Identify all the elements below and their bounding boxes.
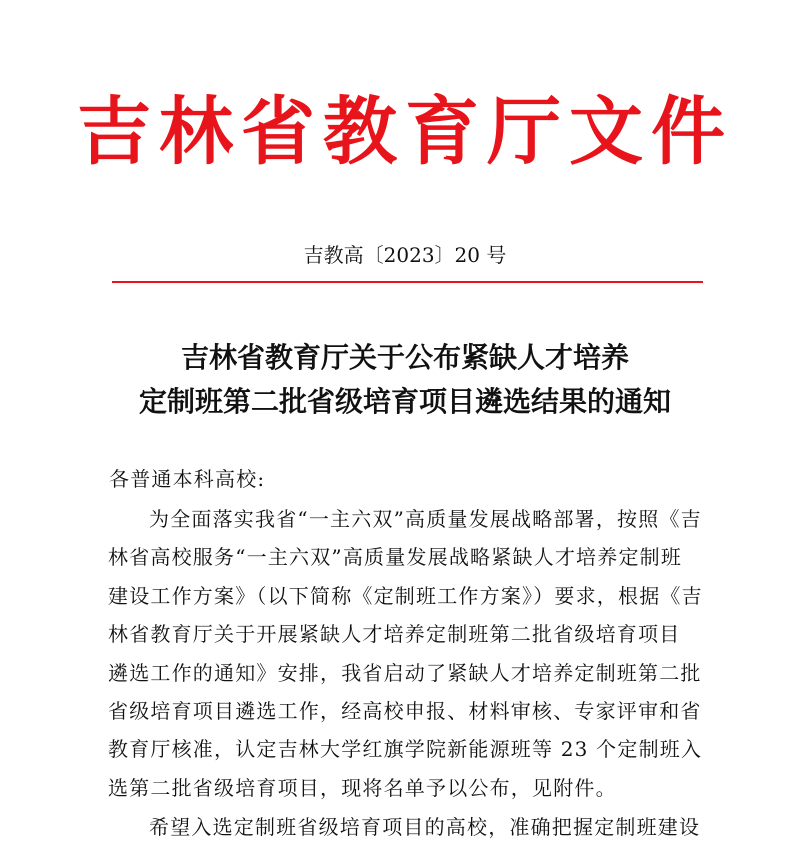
paragraph-1-line: 遴选工作的通知》安排，我省启动了紧缺人才培养定制班第二批	[108, 660, 702, 685]
paragraph-1-line: 省级培育项目遴选工作，经高校申报、材料审核、专家评审和省	[108, 698, 702, 723]
notice-title-line-2: 定制班第二批省级培育项目遴选结果的通知	[138, 385, 671, 418]
document-number: 吉教高〔2023〕20 号	[303, 243, 507, 267]
notice-title	[0, 336, 810, 424]
paragraph-1-line: 林省教育厅关于开展紧缺人才培养定制班第二批省级培育项目	[108, 622, 681, 647]
masthead-title: 吉林省教育厅文件	[77, 89, 733, 175]
red-divider-line	[112, 281, 703, 283]
notice-title-line-1: 吉林省教育厅关于公布紧缺人才培养	[180, 341, 629, 374]
paragraph-1-line: 建设工作方案》（以下简称《定制班工作方案》）要求，根据《吉	[108, 583, 703, 608]
paragraph-1-line: 林省高校服务“一主六双”高质量发展战略紧缺人才培养定制班	[108, 545, 683, 570]
paragraph-2-line: 希望入选定制班省级培育项目的高校，准确把握定制班建设	[149, 815, 701, 840]
paragraph-1-line: 选第二批省级培育项目，现将名单予以公布，见附件。	[108, 775, 617, 800]
salutation: 各普通本科高校:	[109, 467, 266, 491]
body-text	[108, 500, 718, 847]
paragraph-1-line: 为全面落实我省“一主六双”高质量发展战略部署，按照《吉	[149, 507, 702, 531]
paragraph-1-line: 教育厅核准，认定吉林大学红旗学院新能源班等 23 个定制班入	[108, 737, 703, 762]
